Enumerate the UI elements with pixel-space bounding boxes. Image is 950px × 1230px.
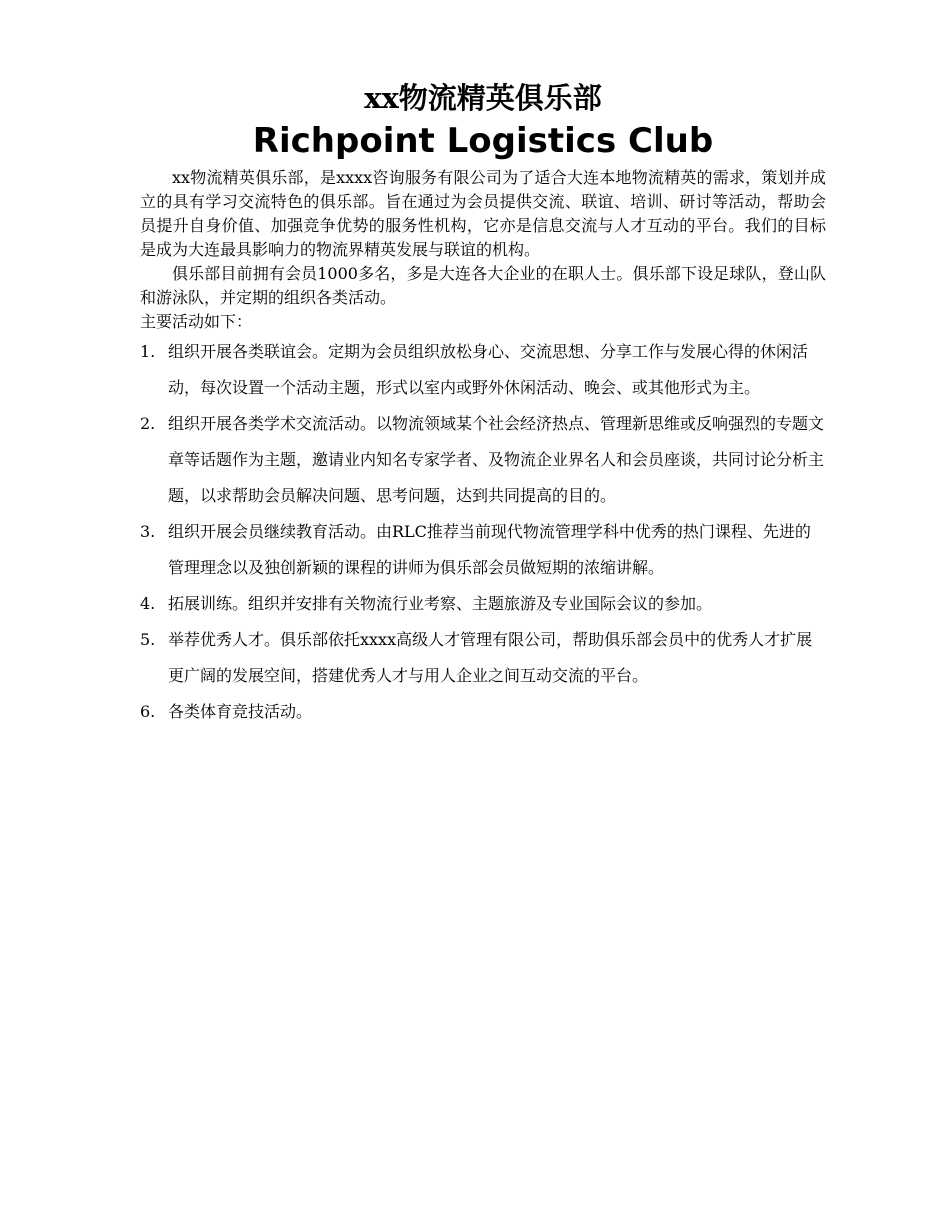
list-item xyxy=(140,694,826,730)
list-text: 组织开展各类联谊会。定期为会员组织放松身心、交流思想、分享工作与发展心得的休闲活动，每次设置一个活动主题，形式以室内或野外休闲活动、晚会、或其他形式为主。 xyxy=(168,342,809,397)
members-paragraph: 俱乐部目前拥有会员1000多名，多是大连各大企业的在职人士。俱乐部下设足球队，登山队和游泳队，并定期的组织各类活动。 xyxy=(140,264,826,307)
title-chinese: xx物流精英俱乐部 xyxy=(364,81,602,115)
list-text: 组织开展各类学术交流活动。以物流领域某个社会经济热点、管理新思维或反响强烈的专题文章等话题作为主题，邀请业内知名专家学者、及物流企业界名人和会员座谈，共同讨论分析主题，以求帮助会员解决问题、思考问题，达到共同提高的目的。 xyxy=(168,414,825,505)
list-text: 举荐优秀人才。俱乐部依托xxxx高级人才管理有限公司，帮助俱乐部会员中的优秀人才扩展更广阔的发展空间，搭建优秀人才与用人企业之间互动交流的平台。 xyxy=(168,630,813,685)
list-number: 3. xyxy=(140,522,156,541)
list-text: 各类体育竞技活动。 xyxy=(168,702,313,721)
list-item xyxy=(140,622,826,694)
list-item xyxy=(140,334,826,406)
list-number: 4. xyxy=(140,594,156,613)
list-item xyxy=(140,406,826,514)
activities-heading: 主要活动如下： xyxy=(140,312,253,331)
title-english: Richpoint Logistics Club xyxy=(252,121,714,161)
list-number: 1. xyxy=(140,342,156,361)
intro-paragraph: xx物流精英俱乐部，是xxxx咨询服务有限公司为了适合大连本地物流精英的需求，策划并成立的具有学习交流特色的俱乐部。旨在通过为会员提供交流、联谊、培训、研讨等活动，帮助会员提升自身价值、加强竞争优势的服务性机构，它亦是信息交流与人才互动的平台。我们的目标是成为大连最具影响力的物流界精英发展与联谊的机构。 xyxy=(140,168,826,259)
list-number: 2. xyxy=(140,414,156,433)
document-body xyxy=(140,76,826,730)
list-text: 组织开展会员继续教育活动。由RLC推荐当前现代物流管理学科中优秀的热门课程、先进的管理理念以及独创新颖的课程的讲师为俱乐部会员做短期的浓缩讲解。 xyxy=(168,522,811,577)
list-text: 拓展训练。组织并安排有关物流行业考察、主题旅游及专业国际会议的参加。 xyxy=(168,594,713,613)
list-item xyxy=(140,514,826,586)
list-item xyxy=(140,586,826,622)
activities-list xyxy=(140,334,826,730)
list-number: 5. xyxy=(140,630,156,649)
list-number: 6. xyxy=(140,702,156,721)
